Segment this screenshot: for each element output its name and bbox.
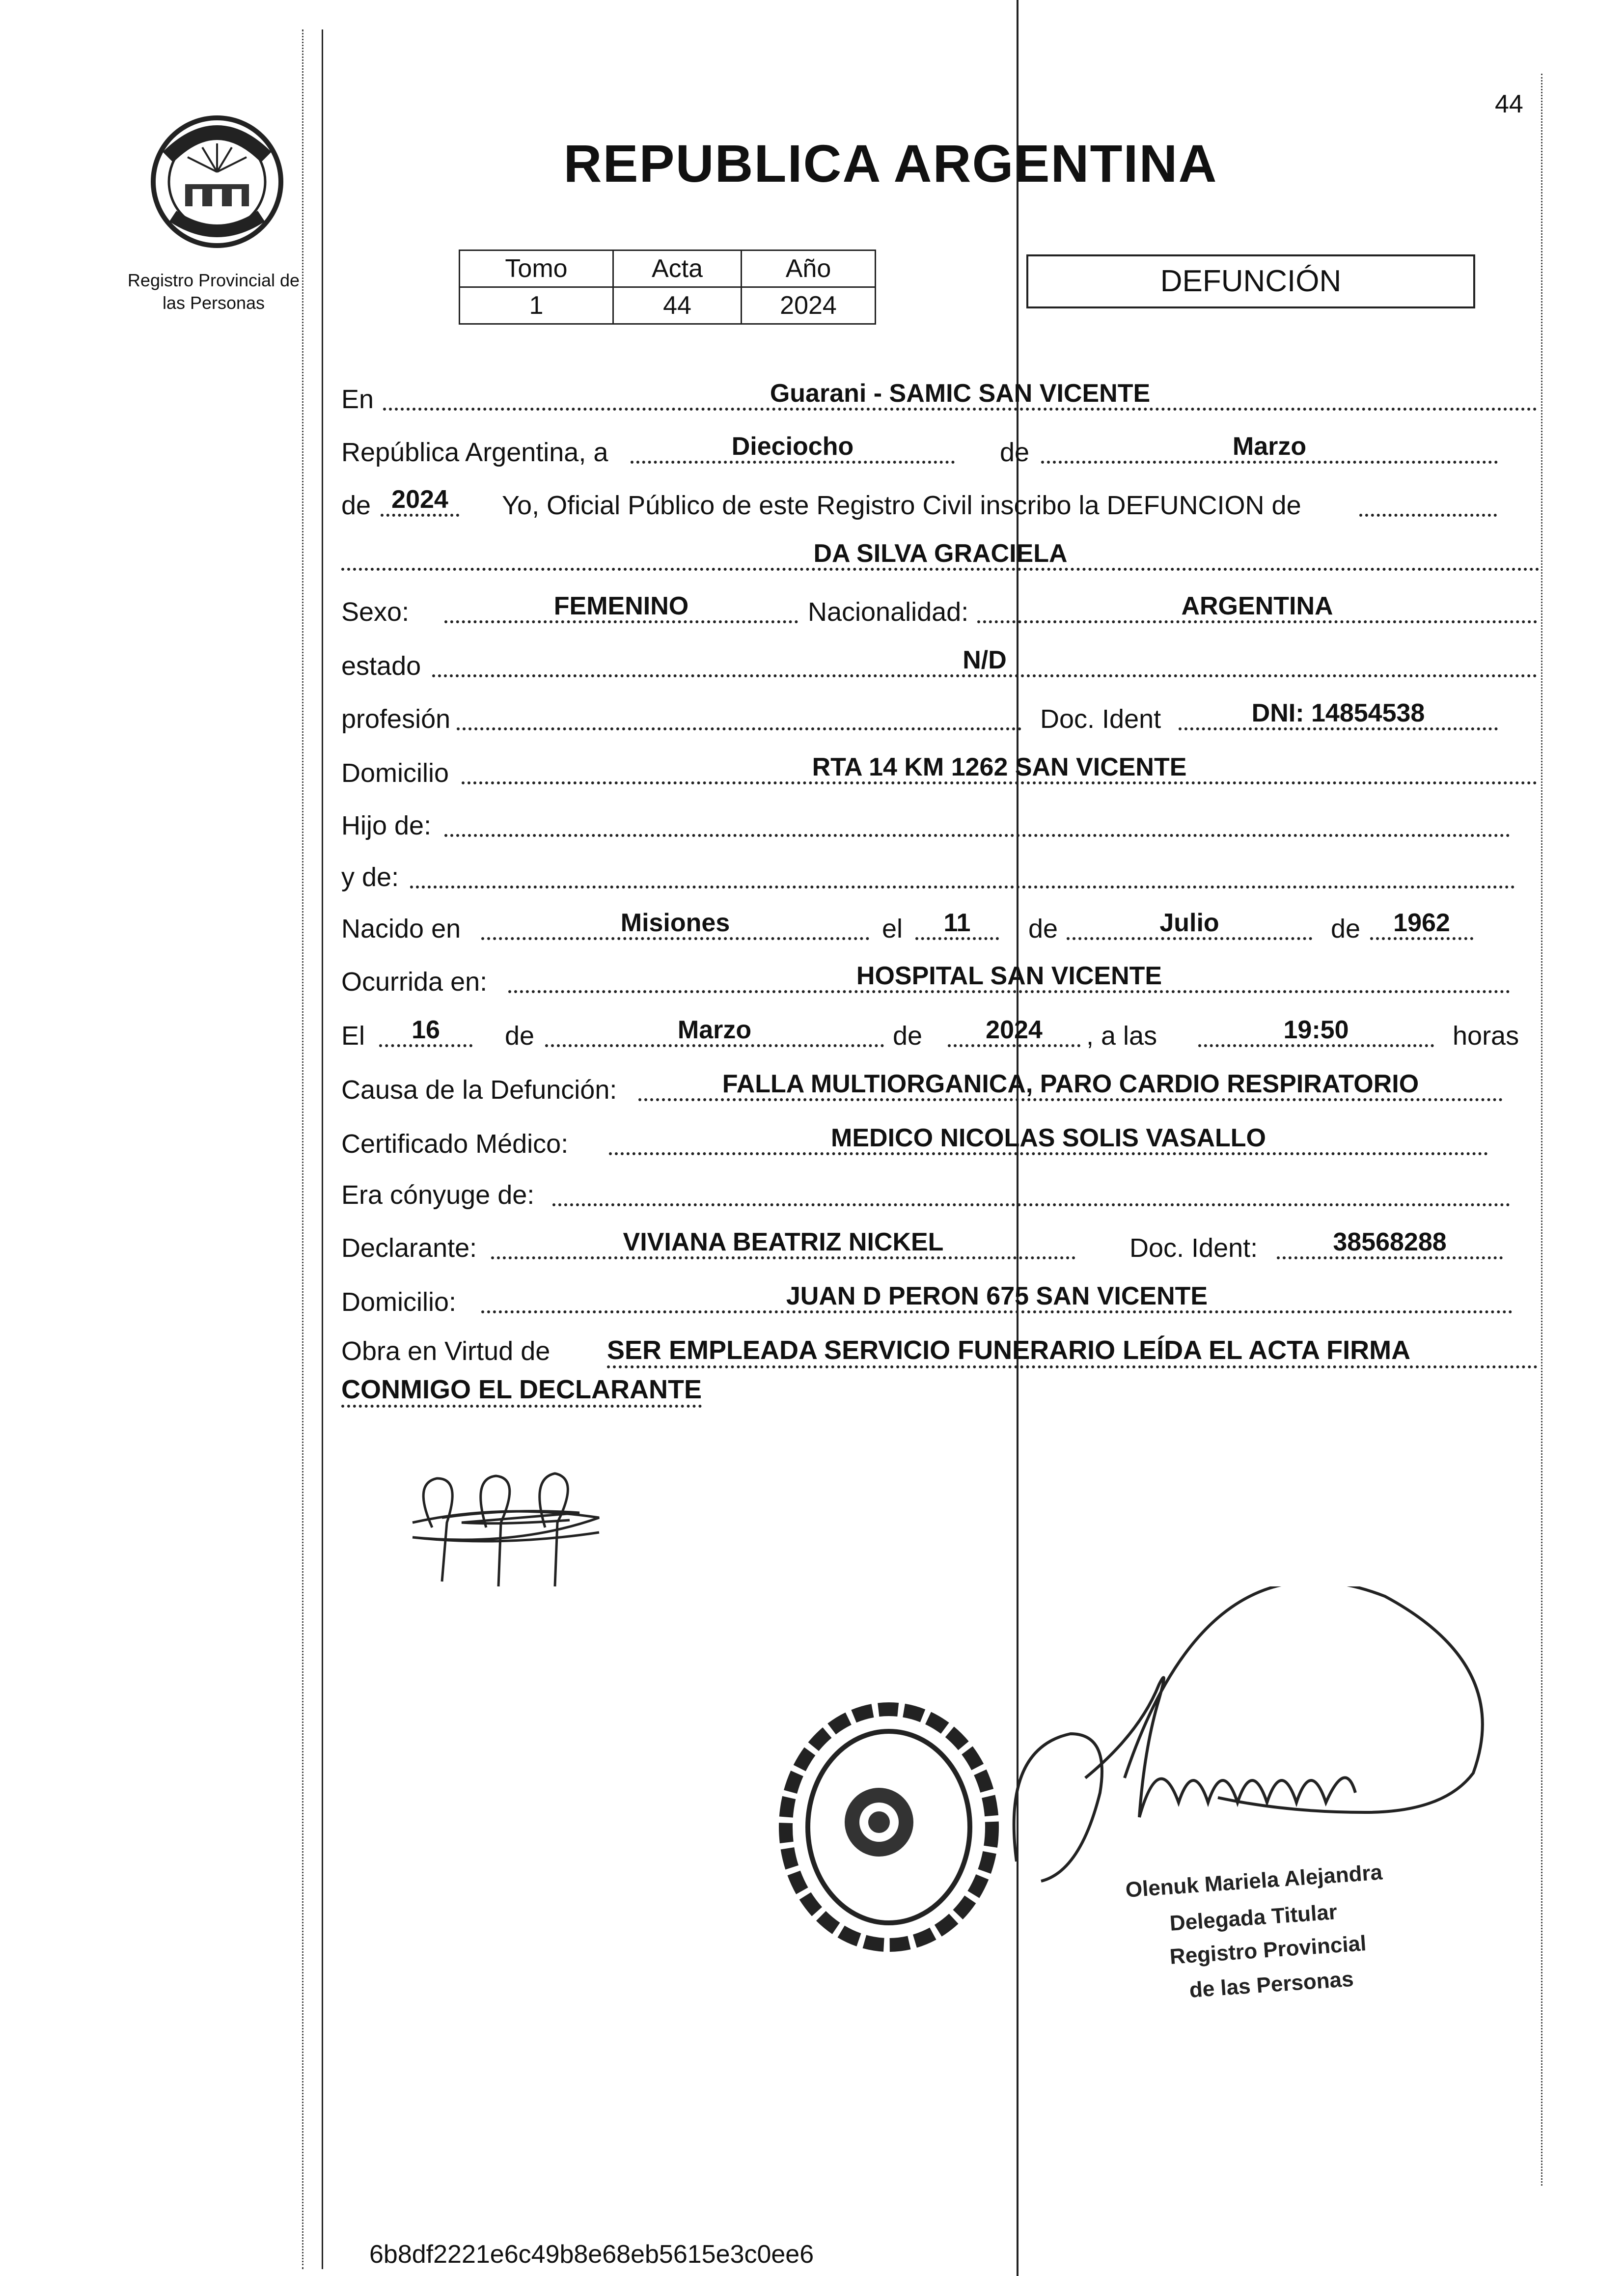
- official-signature: [1012, 1586, 1493, 1901]
- declarant-signature: [403, 1464, 609, 1596]
- stamp-name-line-2: Delegada Titular: [1169, 1900, 1338, 1936]
- tomo-header: Tomo: [460, 250, 613, 287]
- obra-line-1: SER EMPLEADA SERVICIO FUNERARIO LEÍDA EL ACTA FIRMA: [607, 1335, 1538, 1368]
- profesion-label: profesión: [341, 704, 451, 734]
- yo-statement: Yo, Oficial Público de este Registro Civil inscribo la DEFUNCION de: [502, 491, 1301, 520]
- domicilio2-field: JUAN D PERON 675 SAN VICENTE: [481, 1282, 1513, 1313]
- alas-label: , a las: [1086, 1021, 1157, 1051]
- document-title: REPUBLICA ARGENTINA: [563, 134, 1218, 193]
- page-number: 44: [1495, 90, 1523, 118]
- republica-label: República Argentina, a: [341, 438, 608, 467]
- en-label: En: [341, 385, 374, 414]
- death-day-field: 16: [379, 1016, 472, 1047]
- anio-value: 2024: [742, 287, 876, 324]
- de-label-5: de: [505, 1021, 535, 1051]
- day-text-field: Dieciocho: [631, 432, 955, 464]
- death-time-field: 19:50: [1198, 1016, 1434, 1047]
- document-hash: 6b8df2221e6c49b8e68eb5615e3c0ee6: [369, 2240, 814, 2269]
- estado-label: estado: [341, 651, 421, 681]
- tomo-value: 1: [460, 287, 613, 324]
- registry-line-2: las Personas: [162, 293, 265, 313]
- de-label-2: de: [341, 491, 371, 520]
- certificado-label: Certificado Médico:: [341, 1129, 569, 1159]
- place-field: Guarani - SAMIC SAN VICENTE: [383, 379, 1537, 411]
- registry-caption: [108, 269, 319, 314]
- death-year-field: 2024: [948, 1016, 1080, 1047]
- nacionalidad-label: Nacionalidad:: [808, 597, 969, 627]
- de-label-6: de: [893, 1021, 923, 1051]
- official-round-stamp: [766, 1690, 1012, 1965]
- doc2-field: 38568288: [1277, 1228, 1503, 1259]
- nacido-label: Nacido en: [341, 914, 461, 944]
- yde-field: [410, 857, 1515, 888]
- certificado-field: MEDICO NICOLAS SOLIS VASALLO: [609, 1124, 1488, 1155]
- record-type-box: DEFUNCIÓN: [1026, 254, 1475, 308]
- domicilio2-label: Domicilio:: [341, 1287, 457, 1317]
- birthplace-field: Misiones: [481, 909, 869, 940]
- el2-label: El: [341, 1021, 365, 1051]
- de-label-1: de: [1000, 438, 1030, 467]
- obra-label: Obra en Virtud de: [341, 1336, 551, 1366]
- conyuge-label: Era cónyuge de:: [341, 1180, 535, 1210]
- birth-day-field: 11: [915, 909, 999, 940]
- nacionalidad-field: ARGENTINA: [977, 592, 1537, 623]
- de-label-3: de: [1028, 914, 1058, 944]
- domicilio-field: RTA 14 KM 1262 SAN VICENTE: [462, 753, 1537, 784]
- causa-field: FALLA MULTIORGANICA, PARO CARDIO RESPIRATORIO: [638, 1070, 1503, 1101]
- ocurrida-label: Ocurrida en:: [341, 967, 488, 997]
- profesion-field: [457, 699, 1021, 730]
- doc2-label: Doc. Ident:: [1129, 1233, 1258, 1263]
- acta-header: Acta: [613, 250, 742, 287]
- conyuge-field: [552, 1175, 1510, 1206]
- sexo-field: FEMENINO: [444, 592, 798, 623]
- yde-label: y de:: [341, 862, 399, 892]
- doc-ident-label: Doc. Ident: [1040, 704, 1161, 734]
- hijo-field: [444, 805, 1510, 837]
- stamp-name-line-1: Olenuk Mariela Alejandra: [1125, 1860, 1383, 1902]
- registry-line-1: Registro Provincial de: [127, 270, 300, 290]
- domicilio-label: Domicilio: [341, 758, 449, 788]
- record-reference-table: [459, 250, 876, 325]
- sexo-label: Sexo:: [341, 597, 410, 627]
- year-field: 2024: [381, 485, 459, 517]
- deceased-name-field: DA SILVA GRACIELA: [341, 539, 1540, 571]
- de-label-4: de: [1331, 914, 1361, 944]
- right-margin-dots: [1541, 74, 1542, 2186]
- declarante-field: VIVIANA BEATRIZ NICKEL: [491, 1228, 1075, 1259]
- causa-label: Causa de la Defunción:: [341, 1075, 617, 1105]
- birth-month-field: Julio: [1067, 909, 1312, 940]
- stamp-name-line-4: de las Personas: [1188, 1967, 1354, 2002]
- anio-header: Año: [742, 250, 876, 287]
- birth-year-field: 1962: [1370, 909, 1473, 940]
- estado-field: [432, 646, 1537, 677]
- hijo-label: Hijo de:: [341, 811, 432, 840]
- stamp-name-line-3: Registro Provincial: [1169, 1931, 1367, 1969]
- estado-value: N/D: [963, 646, 1007, 674]
- acta-value: 44: [613, 287, 742, 324]
- obra-line-2: CONMIGO EL DECLARANTE: [341, 1374, 702, 1408]
- horas-label: horas: [1453, 1021, 1519, 1051]
- ocurrida-field: HOSPITAL SAN VICENTE: [508, 962, 1510, 993]
- el-label: el: [882, 914, 903, 944]
- declarante-label: Declarante:: [341, 1233, 477, 1263]
- left-margin-line: [322, 29, 323, 2269]
- yo-trailing-field: [1359, 485, 1497, 517]
- doc-ident-field: DNI: 14854538: [1179, 699, 1498, 730]
- month-text-field: Marzo: [1041, 432, 1498, 464]
- death-month-field: Marzo: [545, 1016, 884, 1047]
- left-margin-dots: [302, 29, 303, 2269]
